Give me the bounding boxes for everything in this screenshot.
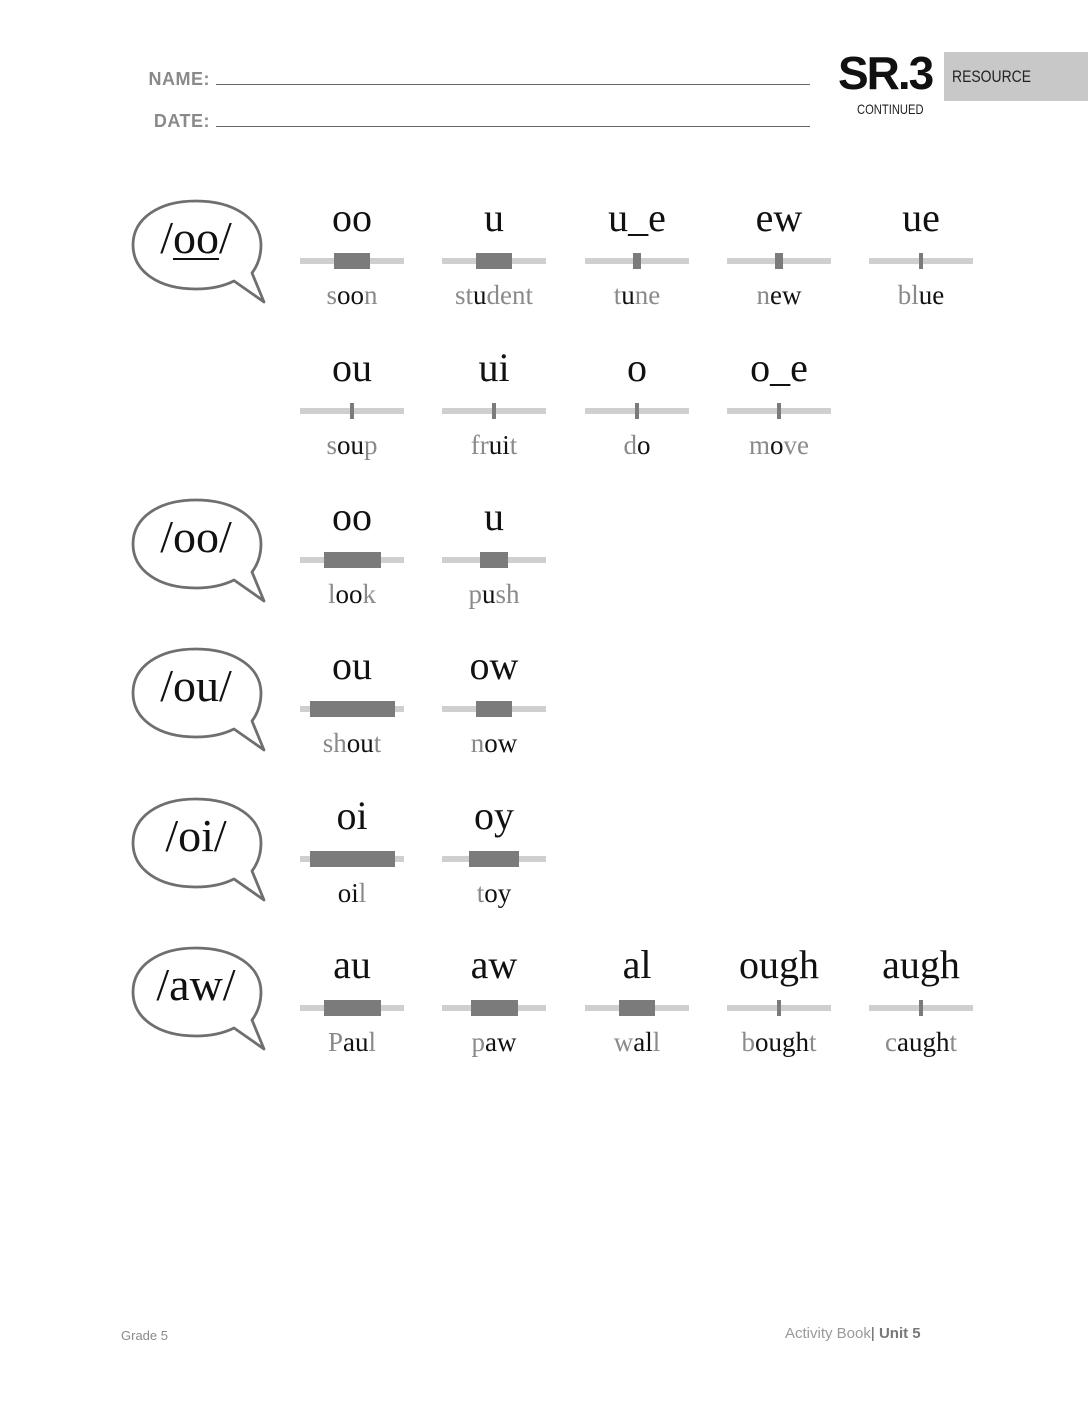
- spelling-pattern: ui: [478, 345, 510, 390]
- spelling-card: [442, 793, 546, 926]
- spelling-pattern: aw: [470, 942, 518, 987]
- spelling-pattern: u: [484, 195, 504, 240]
- spelling-pattern: o: [627, 345, 647, 390]
- example-word: look: [327, 579, 376, 609]
- spelling-card: [442, 942, 546, 1075]
- example-word: fruit: [470, 430, 518, 460]
- spelling-card: [300, 345, 404, 478]
- example-word: caught: [885, 1027, 957, 1057]
- example-word: student: [454, 280, 533, 310]
- frequency-track: [300, 706, 404, 712]
- frequency-track: [300, 258, 404, 264]
- spelling-card: [300, 793, 404, 926]
- spelling-card: [442, 643, 546, 776]
- spelling-pattern: al: [622, 942, 652, 987]
- footer-separator: |: [870, 1325, 875, 1342]
- sound-bubble: [130, 944, 270, 1054]
- frequency-marker: [777, 1000, 781, 1016]
- spelling-card: [442, 345, 546, 478]
- spelling-card: [442, 494, 546, 627]
- frequency-marker: [775, 253, 783, 269]
- spelling-pattern: oy: [474, 793, 514, 838]
- spelling-pattern: oo: [332, 494, 372, 539]
- spelling-card: [869, 195, 973, 328]
- spelling-pattern: augh: [882, 942, 960, 987]
- spelling-pattern: oi: [336, 793, 368, 838]
- frequency-track: [727, 258, 831, 264]
- example-word: wall: [613, 1027, 661, 1057]
- frequency-track: [300, 1005, 404, 1011]
- frequency-marker: [334, 253, 370, 269]
- spelling-pattern: ew: [755, 195, 803, 240]
- frequency-track: [869, 1005, 973, 1011]
- frequency-marker: [471, 1000, 518, 1016]
- spelling-pattern: ue: [902, 195, 940, 240]
- example-word: oil: [337, 878, 367, 908]
- frequency-marker: [480, 552, 508, 568]
- frequency-track: [300, 557, 404, 563]
- frequency-marker: [635, 403, 639, 419]
- example-word: move: [749, 430, 809, 460]
- frequency-track: [727, 408, 831, 414]
- frequency-track: [585, 408, 689, 414]
- sound-bubble: [130, 795, 270, 905]
- resource-label: RESOURCE: [952, 67, 1032, 86]
- frequency-track: [442, 1005, 546, 1011]
- spelling-pattern: ou: [332, 345, 372, 390]
- spelling-card: [585, 195, 689, 328]
- example-word: paw: [471, 1027, 517, 1057]
- example-word: blue: [897, 280, 945, 310]
- spelling-card: [585, 942, 689, 1075]
- frequency-marker: [310, 701, 395, 717]
- spelling-pattern: ough: [739, 942, 819, 987]
- spelling-pattern: au: [333, 942, 371, 987]
- frequency-marker: [919, 1000, 923, 1016]
- example-word: shout: [322, 728, 382, 758]
- example-word: soup: [326, 430, 378, 460]
- example-word: do: [623, 430, 651, 460]
- frequency-marker: [310, 851, 395, 867]
- name-label: NAME:: [148, 69, 210, 89]
- spelling-card: [727, 345, 831, 478]
- example-word: now: [470, 728, 518, 758]
- sound-label: /oi/: [165, 810, 227, 861]
- sound-label: /ou/: [160, 660, 232, 711]
- spelling-card: [585, 345, 689, 478]
- frequency-track: [442, 856, 546, 862]
- sound-label: /aw/: [156, 959, 236, 1010]
- frequency-track: [442, 408, 546, 414]
- spelling-card: [727, 942, 831, 1075]
- spelling-pattern: u_e: [608, 195, 666, 240]
- example-word: soon: [326, 280, 378, 310]
- spelling-pattern: u: [484, 494, 504, 539]
- spelling-card: [442, 195, 546, 328]
- footer-book: [785, 1325, 921, 1342]
- frequency-marker: [350, 403, 354, 419]
- frequency-track: [442, 557, 546, 563]
- resource-code: SR.3: [838, 47, 933, 99]
- spelling-pattern: ou: [332, 643, 372, 688]
- sound-bubble: [130, 197, 270, 307]
- example-word: Paul: [327, 1027, 377, 1057]
- book-title: Activity Book: [785, 1325, 871, 1342]
- date-line[interactable]: [216, 126, 810, 127]
- sound-label: /oo/: [160, 212, 232, 263]
- spelling-card: [869, 942, 973, 1075]
- frequency-marker: [324, 1000, 381, 1016]
- spelling-pattern: ow: [469, 643, 519, 688]
- frequency-track: [585, 258, 689, 264]
- frequency-marker: [476, 253, 512, 269]
- frequency-marker: [619, 1000, 655, 1016]
- frequency-track: [300, 408, 404, 414]
- frequency-marker: [633, 253, 641, 269]
- frequency-track: [727, 1005, 831, 1011]
- spelling-card: [300, 942, 404, 1075]
- example-word: push: [468, 579, 520, 609]
- example-word: bought: [741, 1027, 817, 1057]
- spelling-card: [300, 195, 404, 328]
- frequency-marker: [324, 552, 381, 568]
- spelling-pattern: oo: [332, 195, 372, 240]
- name-line[interactable]: [216, 84, 810, 85]
- grade-label: Grade 5: [121, 1328, 168, 1343]
- spelling-card: [727, 195, 831, 328]
- frequency-track: [869, 258, 973, 264]
- frequency-track: [585, 1005, 689, 1011]
- spelling-card: [300, 643, 404, 776]
- sound-label: /oo/: [160, 511, 232, 562]
- frequency-marker: [469, 851, 519, 867]
- frequency-track: [442, 706, 546, 712]
- spelling-pattern: o_e: [750, 345, 808, 390]
- example-word: tune: [613, 280, 661, 310]
- frequency-track: [300, 856, 404, 862]
- continued-label: CONTINUED: [857, 101, 924, 117]
- spelling-card: [300, 494, 404, 627]
- unit-label: Unit 5: [878, 1325, 921, 1342]
- frequency-marker: [919, 253, 923, 269]
- sound-bubble: [130, 496, 270, 606]
- example-word: toy: [476, 878, 512, 908]
- frequency-marker: [476, 701, 512, 717]
- date-label: DATE:: [153, 111, 210, 131]
- sound-bubble: [130, 645, 270, 755]
- frequency-marker: [777, 403, 781, 419]
- example-word: new: [756, 280, 802, 310]
- frequency-marker: [492, 403, 496, 419]
- frequency-track: [442, 258, 546, 264]
